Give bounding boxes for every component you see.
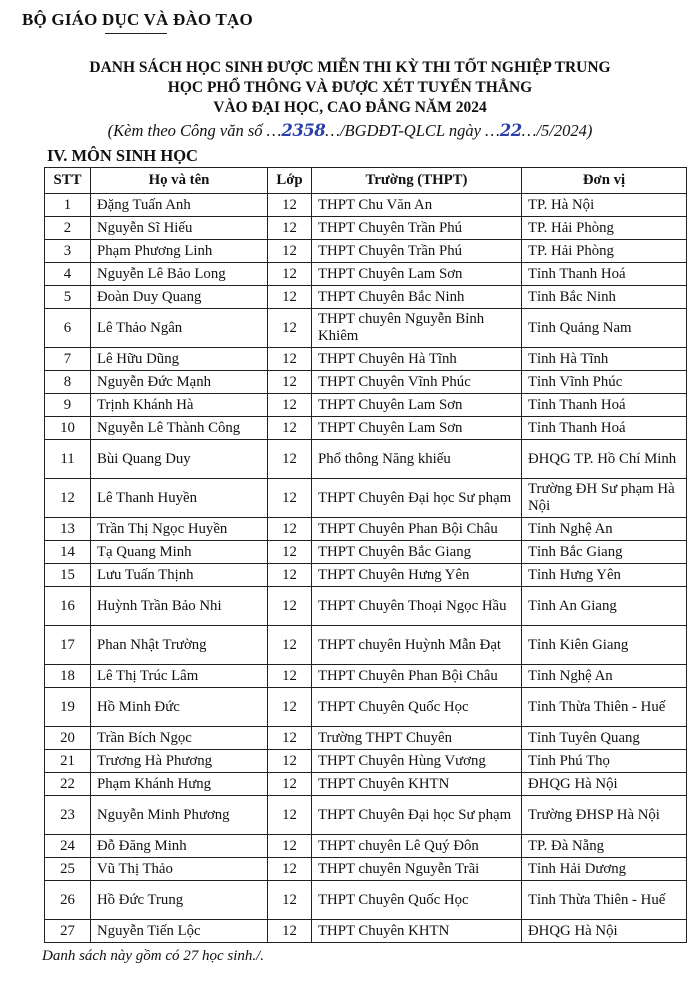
table-row — [45, 263, 687, 286]
table-row — [45, 440, 687, 479]
cell-school: THPT Chuyên Hưng Yên — [312, 564, 522, 587]
cell-school: Phổ thông Năng khiếu — [312, 440, 522, 479]
cell-stt: 20 — [45, 727, 91, 750]
cell-stt: 24 — [45, 835, 91, 858]
cell-stt: 9 — [45, 394, 91, 417]
table-row — [45, 286, 687, 309]
cell-name: Vũ Thị Thảo — [91, 858, 268, 881]
cell-name: Lê Thanh Huyền — [91, 479, 268, 518]
cell-school: THPT chuyên Lê Quý Đôn — [312, 835, 522, 858]
cell-grade: 12 — [268, 518, 312, 541]
cell-unit: Tỉnh Hưng Yên — [522, 564, 687, 587]
cell-school: THPT Chuyên Quốc Học — [312, 688, 522, 727]
cell-stt: 2 — [45, 217, 91, 240]
cell-stt: 13 — [45, 518, 91, 541]
cell-school: THPT Chuyên Thoại Ngọc Hầu — [312, 587, 522, 626]
cell-stt: 22 — [45, 773, 91, 796]
table-row — [45, 541, 687, 564]
cell-stt: 27 — [45, 920, 91, 943]
cell-school: THPT Chuyên Quốc Học — [312, 881, 522, 920]
table-row — [45, 920, 687, 943]
cell-school: THPT chuyên Nguyễn Bỉnh Khiêm — [312, 309, 522, 348]
cell-unit: TP. Đà Nẵng — [522, 835, 687, 858]
cell-grade: 12 — [268, 217, 312, 240]
cell-stt: 18 — [45, 665, 91, 688]
cell-name: Đặng Tuấn Anh — [91, 194, 268, 217]
table-row — [45, 773, 687, 796]
document-title-line-2: HỌC PHỔ THÔNG VÀ ĐƯỢC XÉT TUYỂN THẲNG — [167, 79, 533, 96]
cell-name: Nguyễn Lê Bảo Long — [91, 263, 268, 286]
cell-unit: TP. Hà Nội — [522, 194, 687, 217]
cell-unit: Tỉnh Kiên Giang — [522, 626, 687, 665]
cell-grade: 12 — [268, 286, 312, 309]
ministry-name: BỘ GIÁO DỤC VÀ ĐÀO TẠO — [22, 10, 253, 29]
cell-grade: 12 — [268, 348, 312, 371]
reference-number-handwritten: 2358 — [281, 121, 326, 140]
cell-school: THPT Chuyên Hà Tĩnh — [312, 348, 522, 371]
cell-grade: 12 — [268, 240, 312, 263]
footer-note: Danh sách này gồm có 27 học sinh./. — [42, 948, 265, 964]
cell-school: THPT Chuyên KHTN — [312, 920, 522, 943]
cell-school: THPT Chuyên Trần Phú — [312, 240, 522, 263]
cell-name: Tạ Quang Minh — [91, 541, 268, 564]
cell-name: Trịnh Khánh Hà — [91, 394, 268, 417]
table-row — [45, 309, 687, 348]
cell-grade: 12 — [268, 773, 312, 796]
cell-stt: 26 — [45, 881, 91, 920]
cell-school: THPT chuyên Huỳnh Mẫn Đạt — [312, 626, 522, 665]
cell-school: THPT Chuyên Lam Sơn — [312, 417, 522, 440]
cell-stt: 19 — [45, 688, 91, 727]
table-header-row — [45, 168, 687, 194]
cell-unit: TP. Hải Phòng — [522, 240, 687, 263]
cell-unit: Tỉnh Bắc Ninh — [522, 286, 687, 309]
cell-unit: Tỉnh Hà Tĩnh — [522, 348, 687, 371]
cell-grade: 12 — [268, 858, 312, 881]
cell-school: THPT Chuyên Trần Phú — [312, 217, 522, 240]
cell-unit: ĐHQG TP. Hồ Chí Minh — [522, 440, 687, 479]
cell-unit: Tỉnh Tuyên Quang — [522, 727, 687, 750]
cell-grade: 12 — [268, 626, 312, 665]
cell-unit: Tỉnh Phú Thọ — [522, 750, 687, 773]
section-title: IV. MÔN SINH HỌC — [47, 146, 198, 165]
cell-stt: 1 — [45, 194, 91, 217]
table-row — [45, 835, 687, 858]
cell-unit: Tỉnh Nghệ An — [522, 665, 687, 688]
cell-name: Phạm Khánh Hưng — [91, 773, 268, 796]
table-row — [45, 217, 687, 240]
cell-unit: Tỉnh Thanh Hoá — [522, 394, 687, 417]
cell-school: Trường THPT Chuyên — [312, 727, 522, 750]
cell-school: THPT Chuyên KHTN — [312, 773, 522, 796]
table-row — [45, 881, 687, 920]
cell-unit: Tỉnh An Giang — [522, 587, 687, 626]
table-row — [45, 727, 687, 750]
cell-name: Nguyễn Minh Phương — [91, 796, 268, 835]
cell-school: THPT Chu Văn An — [312, 194, 522, 217]
cell-stt: 12 — [45, 479, 91, 518]
cell-grade: 12 — [268, 688, 312, 727]
cell-unit: Trường ĐHSP Hà Nội — [522, 796, 687, 835]
cell-school: THPT chuyên Nguyễn Trãi — [312, 858, 522, 881]
cell-stt: 8 — [45, 371, 91, 394]
cell-stt: 7 — [45, 348, 91, 371]
column-header-grade: Lớp — [268, 168, 312, 194]
table-row — [45, 518, 687, 541]
table-row — [45, 796, 687, 835]
cell-name: Nguyễn Đức Mạnh — [91, 371, 268, 394]
table-row — [45, 665, 687, 688]
cell-unit: Tỉnh Nghệ An — [522, 518, 687, 541]
cell-stt: 23 — [45, 796, 91, 835]
cell-grade: 12 — [268, 727, 312, 750]
cell-unit: ĐHQG Hà Nội — [522, 773, 687, 796]
cell-name: Lưu Tuấn Thịnh — [91, 564, 268, 587]
cell-stt: 17 — [45, 626, 91, 665]
table-row — [45, 587, 687, 626]
cell-school: THPT Chuyên Lam Sơn — [312, 394, 522, 417]
cell-grade: 12 — [268, 920, 312, 943]
document-title-line-3: VÀO ĐẠI HỌC, CAO ĐẲNG NĂM 2024 — [213, 99, 487, 116]
column-header-name: Họ và tên — [91, 168, 268, 194]
cell-grade: 12 — [268, 417, 312, 440]
reference-prefix: (Kèm theo Công văn số — [107, 121, 263, 140]
cell-unit: Tỉnh Thừa Thiên - Huế — [522, 688, 687, 727]
cell-stt: 3 — [45, 240, 91, 263]
cell-grade: 12 — [268, 750, 312, 773]
document-title-line-1: DANH SÁCH HỌC SINH ĐƯỢC MIỄN THI KỲ THI TỐT NGHIỆP TRUNG — [89, 59, 611, 76]
cell-stt: 21 — [45, 750, 91, 773]
cell-grade: 12 — [268, 541, 312, 564]
cell-grade: 12 — [268, 263, 312, 286]
table-row — [45, 564, 687, 587]
cell-school: THPT Chuyên Đại học Sư phạm — [312, 796, 522, 835]
cell-grade: 12 — [268, 371, 312, 394]
table-row — [45, 348, 687, 371]
cell-unit: ĐHQG Hà Nội — [522, 920, 687, 943]
cell-unit: Tỉnh Thanh Hoá — [522, 417, 687, 440]
cell-name: Hồ Minh Đức — [91, 688, 268, 727]
cell-school: THPT Chuyên Đại học Sư phạm — [312, 479, 522, 518]
reference-day-handwritten: 22 — [499, 121, 522, 140]
ministry-underline — [105, 33, 167, 34]
cell-grade: 12 — [268, 394, 312, 417]
cell-grade: 12 — [268, 835, 312, 858]
cell-stt: 11 — [45, 440, 91, 479]
cell-name: Trương Hà Phương — [91, 750, 268, 773]
cell-stt: 5 — [45, 286, 91, 309]
cell-school: THPT Chuyên Hùng Vương — [312, 750, 522, 773]
reference-suffix: /5/2024) — [536, 121, 593, 140]
cell-school: THPT Chuyên Bắc Giang — [312, 541, 522, 564]
reference-line: (Kèm theo Công văn số …2358…/BGDĐT-QLCL ngày …22…/5/2024) — [107, 121, 593, 140]
cell-name: Huỳnh Trần Bảo Nhi — [91, 587, 268, 626]
cell-grade: 12 — [268, 665, 312, 688]
cell-name: Phan Nhật Trường — [91, 626, 268, 665]
cell-name: Nguyễn Lê Thành Công — [91, 417, 268, 440]
cell-grade: 12 — [268, 194, 312, 217]
cell-stt: 15 — [45, 564, 91, 587]
cell-unit: Tỉnh Vĩnh Phúc — [522, 371, 687, 394]
table-row — [45, 858, 687, 881]
table-row — [45, 417, 687, 440]
cell-stt: 14 — [45, 541, 91, 564]
table-row — [45, 394, 687, 417]
cell-name: Lê Thảo Ngân — [91, 309, 268, 348]
cell-name: Trần Thị Ngọc Huyền — [91, 518, 268, 541]
cell-stt: 4 — [45, 263, 91, 286]
cell-unit: Tỉnh Thanh Hoá — [522, 263, 687, 286]
cell-school: THPT Chuyên Phan Bội Châu — [312, 665, 522, 688]
cell-unit: Trường ĐH Sư phạm Hà Nội — [522, 479, 687, 518]
table-row — [45, 194, 687, 217]
column-header-stt: STT — [45, 168, 91, 194]
student-table — [44, 167, 687, 943]
table-row — [45, 240, 687, 263]
cell-name: Lê Thị Trúc Lâm — [91, 665, 268, 688]
cell-stt: 25 — [45, 858, 91, 881]
cell-school: THPT Chuyên Lam Sơn — [312, 263, 522, 286]
cell-name: Phạm Phương Linh — [91, 240, 268, 263]
cell-stt: 16 — [45, 587, 91, 626]
cell-unit: Tỉnh Bắc Giang — [522, 541, 687, 564]
table-row — [45, 688, 687, 727]
column-header-school: Trường (THPT) — [312, 168, 522, 194]
cell-school: THPT Chuyên Vĩnh Phúc — [312, 371, 522, 394]
cell-name: Hồ Đức Trung — [91, 881, 268, 920]
cell-name: Nguyễn Sĩ Hiếu — [91, 217, 268, 240]
column-header-unit: Đơn vị — [522, 168, 687, 194]
cell-stt: 10 — [45, 417, 91, 440]
cell-grade: 12 — [268, 881, 312, 920]
reference-middle: /BGDĐT-QLCL ngày — [339, 121, 481, 140]
cell-unit: TP. Hải Phòng — [522, 217, 687, 240]
cell-unit: Tỉnh Quảng Nam — [522, 309, 687, 348]
cell-unit: Tỉnh Hải Dương — [522, 858, 687, 881]
cell-grade: 12 — [268, 309, 312, 348]
cell-name: Lê Hữu Dũng — [91, 348, 268, 371]
cell-name: Nguyễn Tiến Lộc — [91, 920, 268, 943]
table-row — [45, 750, 687, 773]
table-row — [45, 371, 687, 394]
cell-grade: 12 — [268, 796, 312, 835]
cell-school: THPT Chuyên Phan Bội Châu — [312, 518, 522, 541]
cell-name: Đỗ Đăng Minh — [91, 835, 268, 858]
cell-unit: Tỉnh Thừa Thiên - Huế — [522, 881, 687, 920]
table-row — [45, 626, 687, 665]
cell-grade: 12 — [268, 479, 312, 518]
cell-name: Trần Bích Ngọc — [91, 727, 268, 750]
cell-grade: 12 — [268, 587, 312, 626]
table-body — [45, 194, 687, 943]
cell-name: Bùi Quang Duy — [91, 440, 268, 479]
table-row — [45, 479, 687, 518]
cell-school: THPT Chuyên Bắc Ninh — [312, 286, 522, 309]
cell-name: Đoàn Duy Quang — [91, 286, 268, 309]
cell-stt: 6 — [45, 309, 91, 348]
cell-grade: 12 — [268, 440, 312, 479]
cell-grade: 12 — [268, 564, 312, 587]
